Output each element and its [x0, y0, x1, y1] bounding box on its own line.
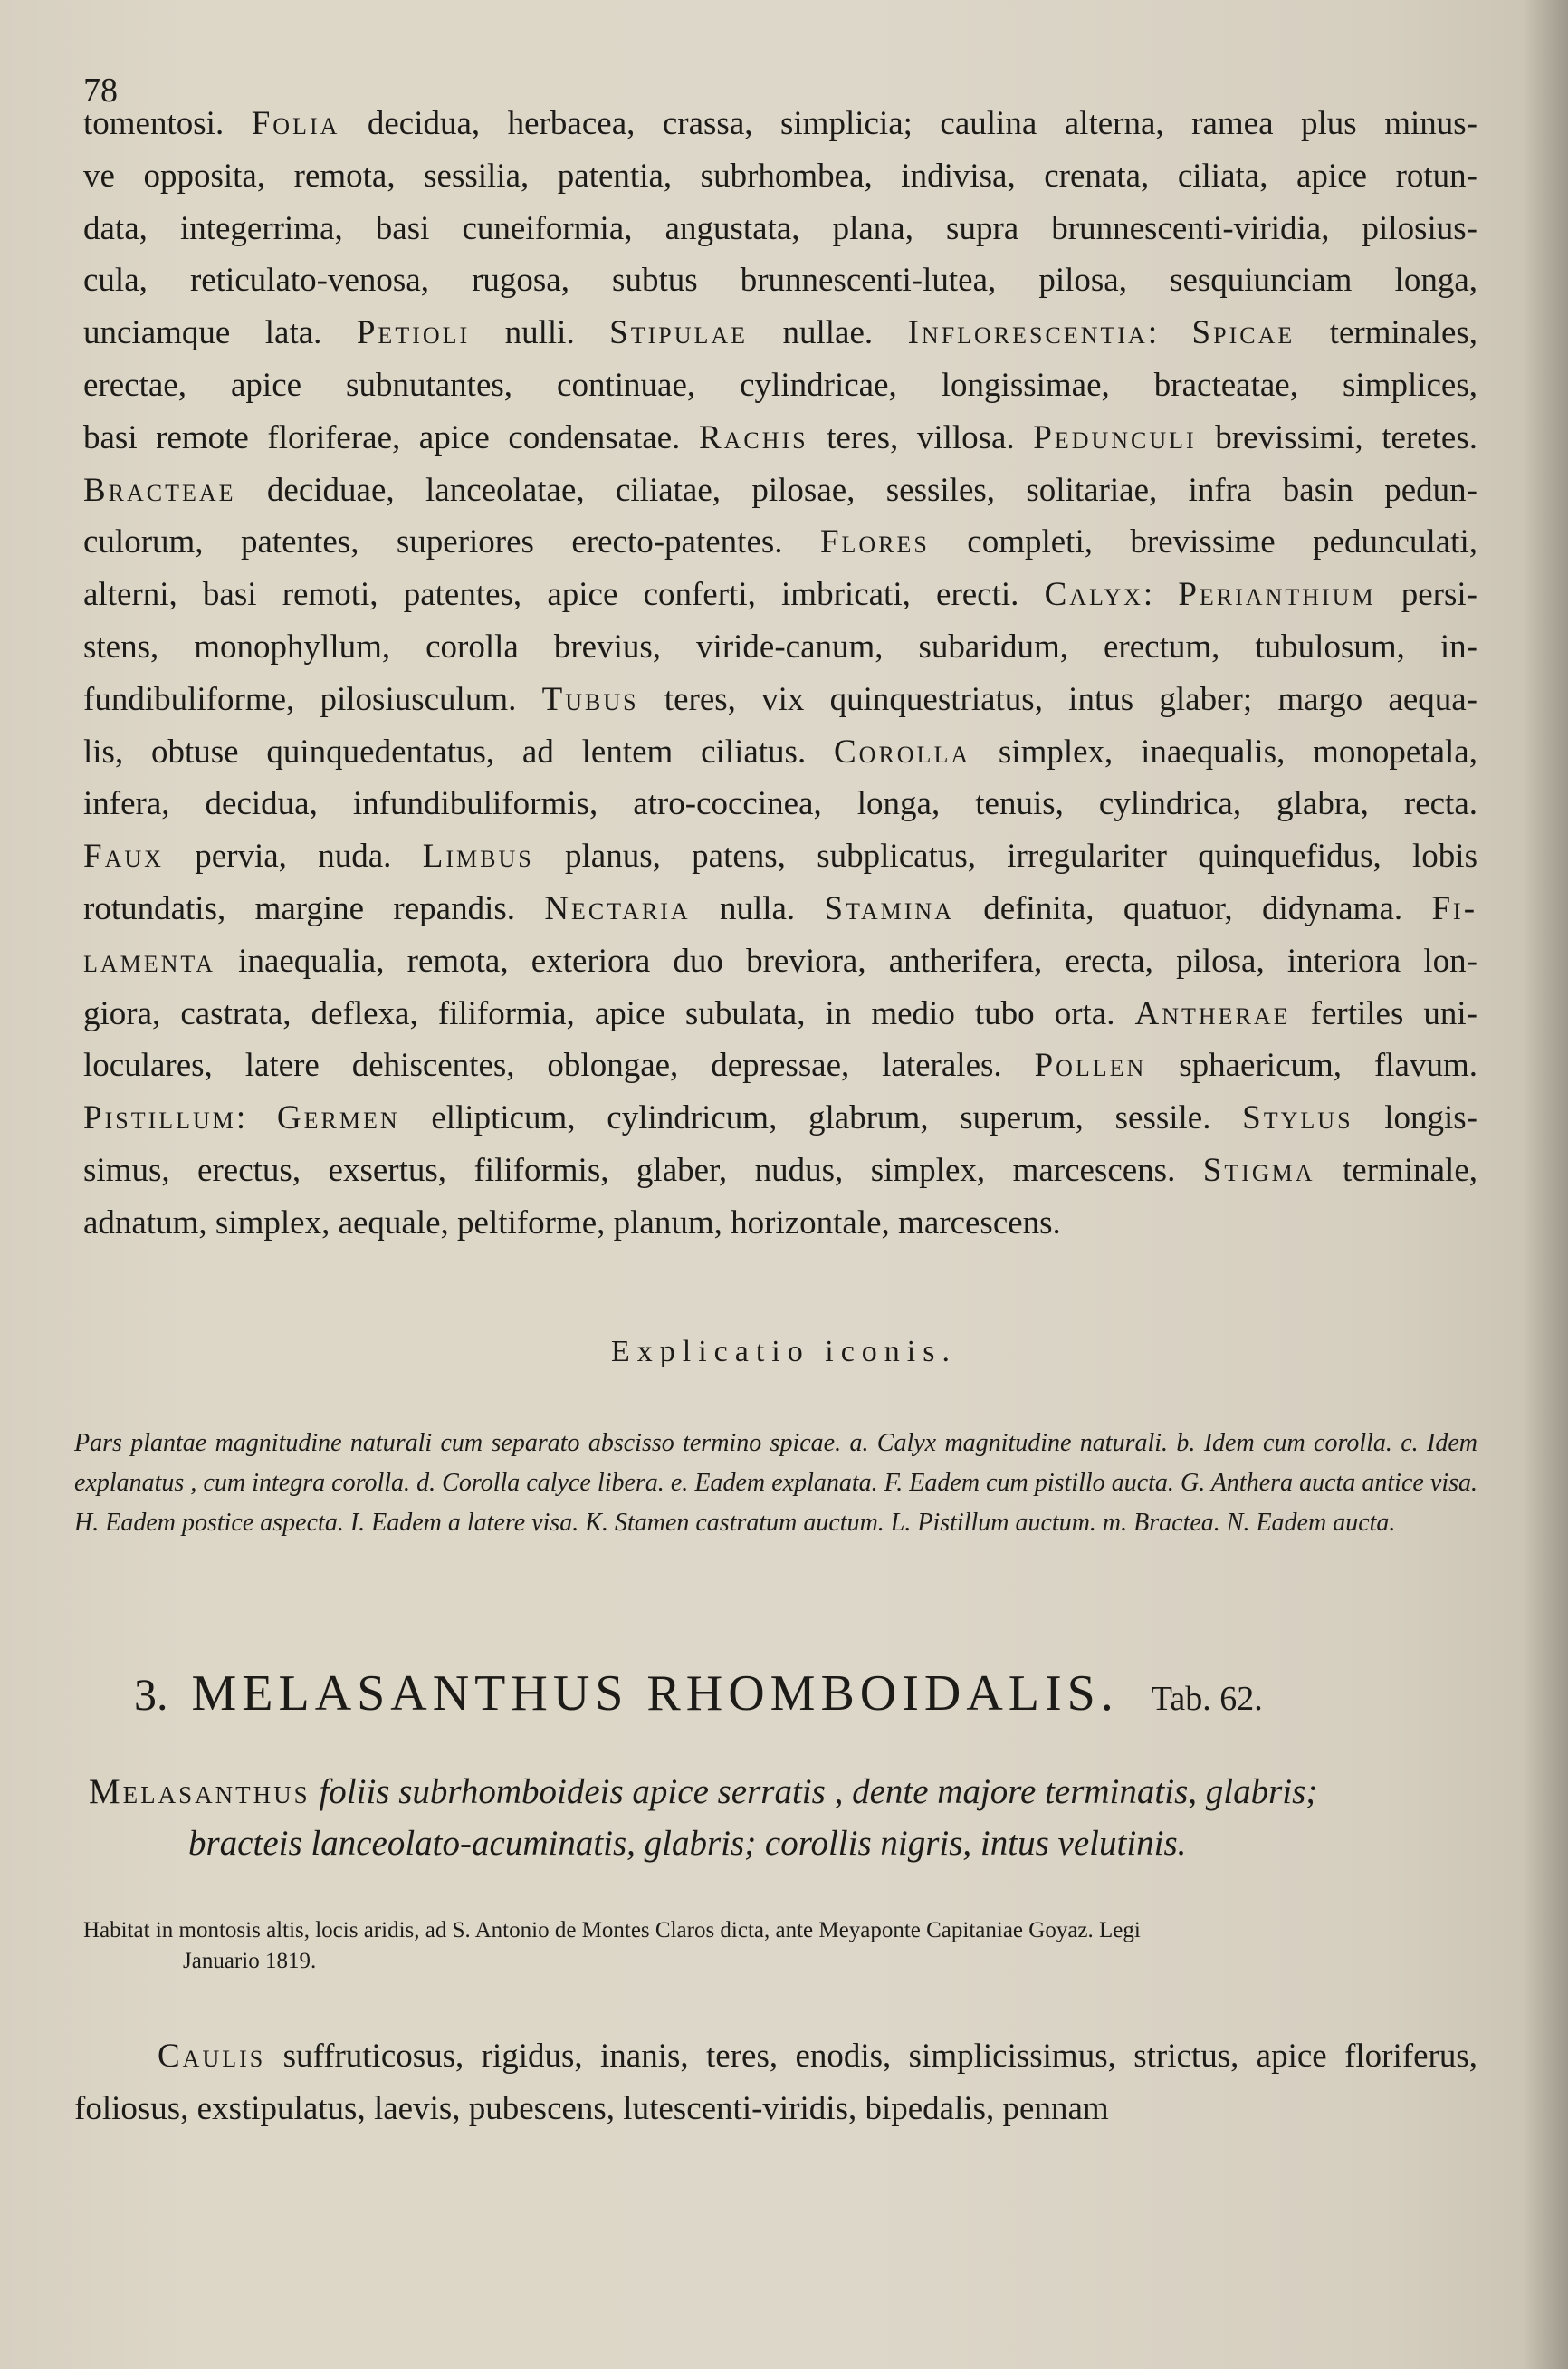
description-line [83, 98, 1477, 150]
smallcaps-term: Nectaria [544, 889, 691, 927]
description-line [83, 307, 1477, 360]
smallcaps-term: Stylus [1242, 1099, 1353, 1137]
description-line [83, 988, 1477, 1041]
description-text: sphaericum, flavum. [1146, 1047, 1477, 1085]
plate-reference: Tab. 62. [1151, 1680, 1263, 1718]
description-text: nulli. [470, 314, 610, 352]
description-text: ve opposita, remota, sessilia, patentia, subrhombea, indivisa, crenata, ciliata, apice rotun- [83, 157, 1477, 195]
caulis-paragraph [74, 2030, 1477, 2135]
description-text: fertiles uni- [1290, 994, 1477, 1032]
description-line [83, 674, 1477, 726]
species-diagnosis [89, 1766, 1483, 1869]
description-text: : [1143, 576, 1179, 614]
smallcaps-term: Tubus [541, 680, 639, 718]
smallcaps-term: Flores [819, 523, 930, 561]
description-text: teres, villosa. [808, 418, 1034, 456]
smallcaps-term: Stigma [1202, 1151, 1315, 1189]
smallcaps-term: Faux [83, 838, 164, 876]
description-line [83, 516, 1477, 569]
page-edge-shadow [1523, 0, 1568, 2369]
description-text: culorum, patentes, superiores erecto-patentes. [83, 523, 820, 561]
description-line [83, 726, 1477, 779]
description-line [83, 1145, 1477, 1197]
smallcaps-term: Rachis [698, 418, 808, 456]
description-text: giora, castrata, deflexa, filiformia, apice subulata, in medio tubo orta. [83, 994, 1135, 1032]
description-text: decidua, herbacea, crassa, simplicia; caulina alterna, ramea plus minus- [339, 105, 1477, 142]
smallcaps-term: Pollen [1034, 1047, 1147, 1085]
description-line [83, 150, 1477, 203]
description-text: completi, brevissime pedunculati, [929, 523, 1477, 561]
show-through-bleed [1104, 1594, 1485, 1648]
description-text: simplex, inaequalis, monopetala, [970, 733, 1477, 771]
description-line [83, 621, 1477, 674]
smallcaps-term: Calyx [1044, 576, 1143, 614]
description-text: nullae. [748, 314, 908, 352]
description-text: rotundatis, margine repandis. [83, 889, 545, 927]
smallcaps-term: Antherae [1134, 994, 1291, 1032]
description-line [83, 254, 1477, 307]
species-heading [134, 1664, 1263, 1722]
description-text: teres, vix quinquestriatus, intus glaber; margo aequa- [638, 680, 1478, 718]
description-text: : [235, 1099, 277, 1137]
smallcaps-term: Pedunculi [1033, 418, 1197, 456]
description-text: persi- [1375, 576, 1477, 614]
description-text: fundibuliforme, pilosiusculum. [83, 680, 542, 718]
smallcaps-term: Folia [251, 105, 340, 142]
smallcaps-term: Perianthium [1178, 576, 1376, 614]
description-text: stens, monophyllum, corolla brevius, viride-canum, subaridum, erectum, tubulosum, in- [83, 628, 1477, 666]
description-line [83, 203, 1477, 255]
smallcaps-term: Limbus [422, 838, 534, 876]
description-line [83, 883, 1477, 935]
description-text: simus, erectus, exsertus, filiformis, glaber, nudus, simplex, marcescens. [83, 1151, 1203, 1189]
smallcaps-term: lamenta [83, 942, 216, 980]
description-text: brevissimi, teretes. [1196, 418, 1477, 456]
description-line [83, 569, 1477, 621]
description-text: longis- [1353, 1099, 1478, 1137]
description-line [83, 1040, 1477, 1092]
smallcaps-term: Spicae [1191, 314, 1296, 352]
description-text: erectae, apice subnutantes, continuae, cylindricae, longissimae, bracteatae, simplices, [83, 366, 1477, 404]
description-text: unciamque lata. [83, 314, 357, 352]
smallcaps-term: Bracteae [83, 471, 236, 509]
figure-explanation: Pars plantae magnitudine naturali cum separato abscisso termino spicae. a. Calyx magnitudine naturali. b. Idem cum corolla. c. Idem explanatus , cum integra corolla. d. Corolla calyce libera. e. Eadem explanata. F. Eadem cum pistillo aucta. G. Anthera aucta antice visa. H. Eadem postice aspecta. I. Eadem a latere visa. K. Stamen castratum auctum. L. Pistillum auctum. m. Bractea. N. Eadem aucta. [74, 1429, 1477, 1537]
description-text: adnatum, simplex, aequale, peltiforme, planum, horizontale, marcescens. [83, 1204, 1061, 1242]
habitat-line-2: Januario 1819. [183, 1949, 317, 1973]
description-line [83, 830, 1477, 883]
description-text: pervia, nuda. [163, 838, 423, 876]
smallcaps-term: Pistillum [83, 1099, 236, 1137]
caulis-lead: Caulis [158, 2038, 266, 2075]
description-line [83, 360, 1477, 412]
description-line [83, 1092, 1477, 1145]
description-line [83, 935, 1477, 988]
smallcaps-term: Stipulae [609, 314, 749, 352]
smallcaps-term: Fi- [1431, 889, 1478, 927]
diagnosis-genus: Melasanthus [89, 1772, 311, 1811]
page-number: 78 [83, 72, 118, 110]
description-text: terminales, [1295, 314, 1478, 352]
smallcaps-term: Stamina [824, 889, 954, 927]
description-text: ellipticum, cylindricum, glabrum, superum, sessile. [399, 1099, 1243, 1137]
diagnosis-line-2: bracteis lanceolato-acuminatis, glabris; corollis nigris, intus velutinis. [188, 1824, 1187, 1863]
smallcaps-term: Corolla [833, 733, 971, 771]
description-text: cula, reticulato-venosa, rugosa, subtus brunnescenti-lutea, pilosa, sesquiunciam longa, [83, 262, 1477, 300]
description-text: deciduae, lanceolatae, ciliatae, pilosae, sessiles, solitariae, infra basin pedun- [235, 471, 1477, 509]
description-text: loculares, latere dehiscentes, oblongae, depressae, laterales. [83, 1047, 1035, 1085]
description-line [83, 1197, 1477, 1250]
habitat-note [83, 1915, 1477, 1977]
caulis-text: suffruticosus, rigidus, inanis, teres, enodis, simplicissimus, strictus, apice floriferus, foliosus, exstipulatus, laevis, pubescens, lutescenti-viridis, bipedalis, pennam [74, 2038, 1477, 2127]
smallcaps-term: Petioli [356, 314, 471, 352]
description-text: terminale, [1315, 1151, 1477, 1189]
diagnosis-line-1: foliis subrhomboideis apice serratis , dente majore terminatis, glabris; [310, 1772, 1318, 1811]
description-text: infera, decidua, infundibuliformis, atro-coccinea, longa, tenuis, cylindrica, glabra, recta. [83, 785, 1477, 823]
habitat-line-1: Habitat in montosis altis, locis aridis, ad S. Antonio de Montes Claros dicta, ante Meyaponte Capitaniae Goyaz. Legi [83, 1918, 1141, 1942]
description-text: lis, obtuse quinquedentatus, ad lentem ciliatus. [83, 733, 834, 771]
description-text: nulla. [690, 889, 825, 927]
species-name: MELASANTHUS RHOMBOIDALIS. [191, 1665, 1119, 1722]
description-line [83, 412, 1477, 465]
description-text: alterni, basi remoti, patentes, apice conferti, imbricati, erecti. [83, 576, 1045, 614]
description-text: data, integerrima, basi cuneiformia, angustata, plana, supra brunnescenti-viridia, pilosius- [83, 209, 1477, 247]
description-line [83, 778, 1477, 830]
smallcaps-term: Inflorescentia [907, 314, 1148, 352]
description-text: planus, patens, subplicatus, irregulariter quinquefidus, lobis [533, 838, 1477, 876]
description-text: basi remote floriferae, apice condensatae. [83, 418, 699, 456]
smallcaps-term: Germen [276, 1099, 400, 1137]
description-text: definita, quatuor, didynama. [953, 889, 1432, 927]
description-text: inaequalia, remota, exteriora duo breviora, antherifera, erecta, pilosa, interiora lon- [215, 942, 1477, 980]
species-number: 3. [134, 1669, 168, 1720]
explicatio-heading: Explicatio iconis. [611, 1335, 957, 1368]
description-text: tomentosi. [83, 105, 252, 142]
description-line [83, 465, 1477, 517]
description-text: : [1147, 314, 1192, 352]
description-paragraph [83, 98, 1477, 1250]
